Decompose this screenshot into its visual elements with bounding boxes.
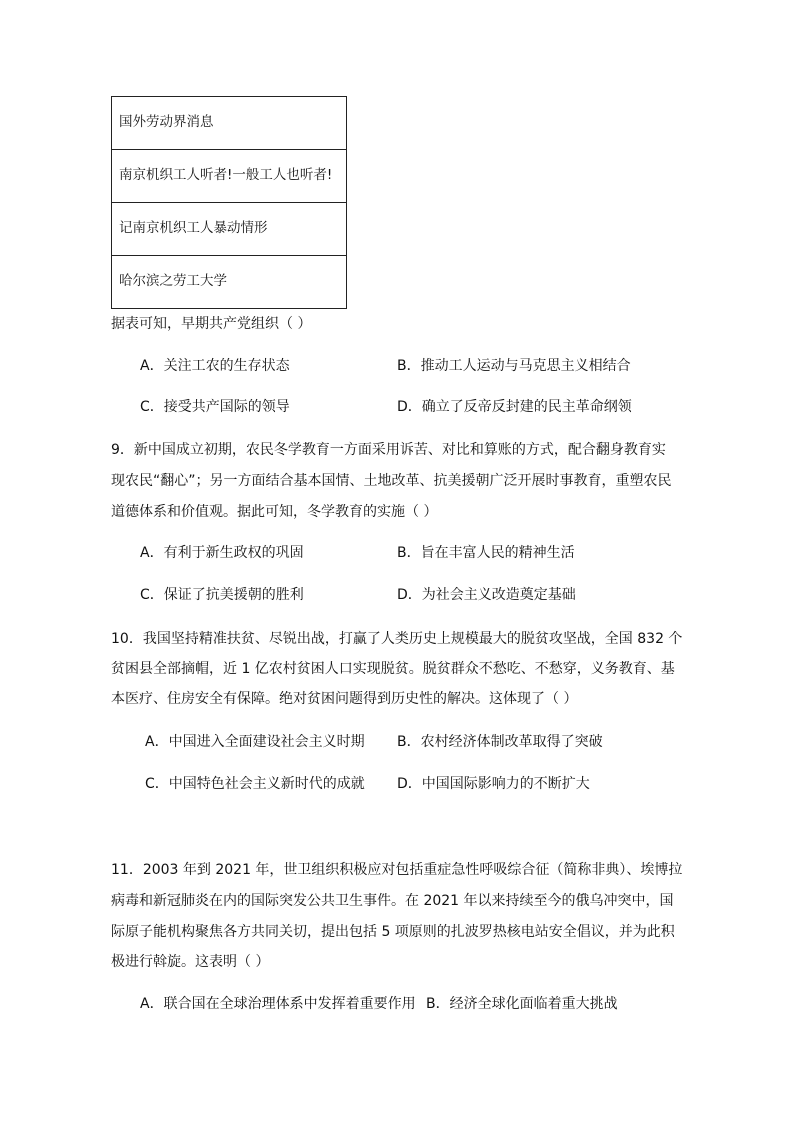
q8-option-c: C．接受共产国际的领导 (140, 399, 290, 415)
q8-option-a: A．关注工农的生存状态 (140, 358, 290, 374)
q9-stem-line: 道德体系和价值观。据此可知，冬学教育的实施（ ） (111, 504, 438, 520)
q10-option-c: C．中国特色社会主义新时代的成就 (145, 776, 365, 792)
q10-option-b: B．农村经济体制改革取得了突破 (397, 734, 603, 750)
table-row (112, 203, 347, 256)
q11-stem-line: 病毒和新冠肺炎在内的国际突发公共卫生事件。在 2021 年以来持续至今的俄乌冲突中，国 (111, 893, 674, 909)
table-cell: 南京机织工人听者!一般工人也听者! (112, 150, 347, 203)
q10-stem-line: 本医疗、住房安全有保障。绝对贫困问题得到历史性的解决。这体现了（ ） (111, 691, 578, 707)
q11-stem-line: 11．2003 年到 2021 年，世卫组织积极应对包括重症急性呼吸综合征（简称非典）、埃博拉 (111, 862, 683, 878)
news-title-table (111, 96, 347, 309)
q9-stem-line: 9．新中国成立初期，农民冬学教育一方面采用诉苦、对比和算账的方式，配合翻身教育实 (111, 442, 666, 458)
table-cell: 记南京机织工人暴动情形 (112, 203, 347, 256)
table-cell: 国外劳动界消息 (112, 97, 347, 150)
q10-stem-line: 贫困县全部摘帽，近 1 亿农村贫困人口实现脱贫。脱贫群众不愁吃、不愁穿，义务教育、基 (111, 661, 675, 677)
q9-stem-line: 现农民“翻心”；另一方面结合基本国情、土地改革、抗美援朝广泛开展时事教育，重塑农民 (111, 473, 672, 489)
q11-option-b: B．经济全球化面临着重大挑战 (426, 996, 618, 1012)
table-cell: 哈尔滨之劳工大学 (112, 256, 347, 309)
q11-stem-line: 极进行斡旋。这表明（ ） (111, 954, 270, 970)
q11-stem-line: 际原子能机构聚焦各方共同关切，提出包括 5 项原则的扎波罗热核电站安全倡议，并为此积 (111, 924, 675, 940)
q8-option-b: B．推动工人运动与马克思主义相结合 (397, 358, 631, 374)
q9-option-d: D．为社会主义改造奠定基础 (397, 587, 576, 603)
q10-option-d: D．中国国际影响力的不断扩大 (397, 776, 590, 792)
table-row (112, 150, 347, 203)
q9-option-b: B．旨在丰富人民的精神生活 (397, 545, 575, 561)
q9-option-a: A．有利于新生政权的巩固 (140, 545, 304, 561)
q11-option-a: A．联合国在全球治理体系中发挥着重要作用 (140, 996, 416, 1012)
q10-option-a: A．中国进入全面建设社会主义时期 (145, 734, 365, 750)
table-row (112, 97, 347, 150)
table-row (112, 256, 347, 309)
q10-stem-line: 10．我国坚持精准扶贫、尽锐出战，打赢了人类历史上规模最大的脱贫攻坚战，全国 832 个 (111, 631, 683, 647)
q8-stem: 据表可知，早期共产党组织（ ） (111, 316, 312, 332)
q8-option-d: D．确立了反帝反封建的民主革命纲领 (397, 399, 632, 415)
q9-option-c: C．保证了抗美援朝的胜利 (140, 587, 304, 603)
